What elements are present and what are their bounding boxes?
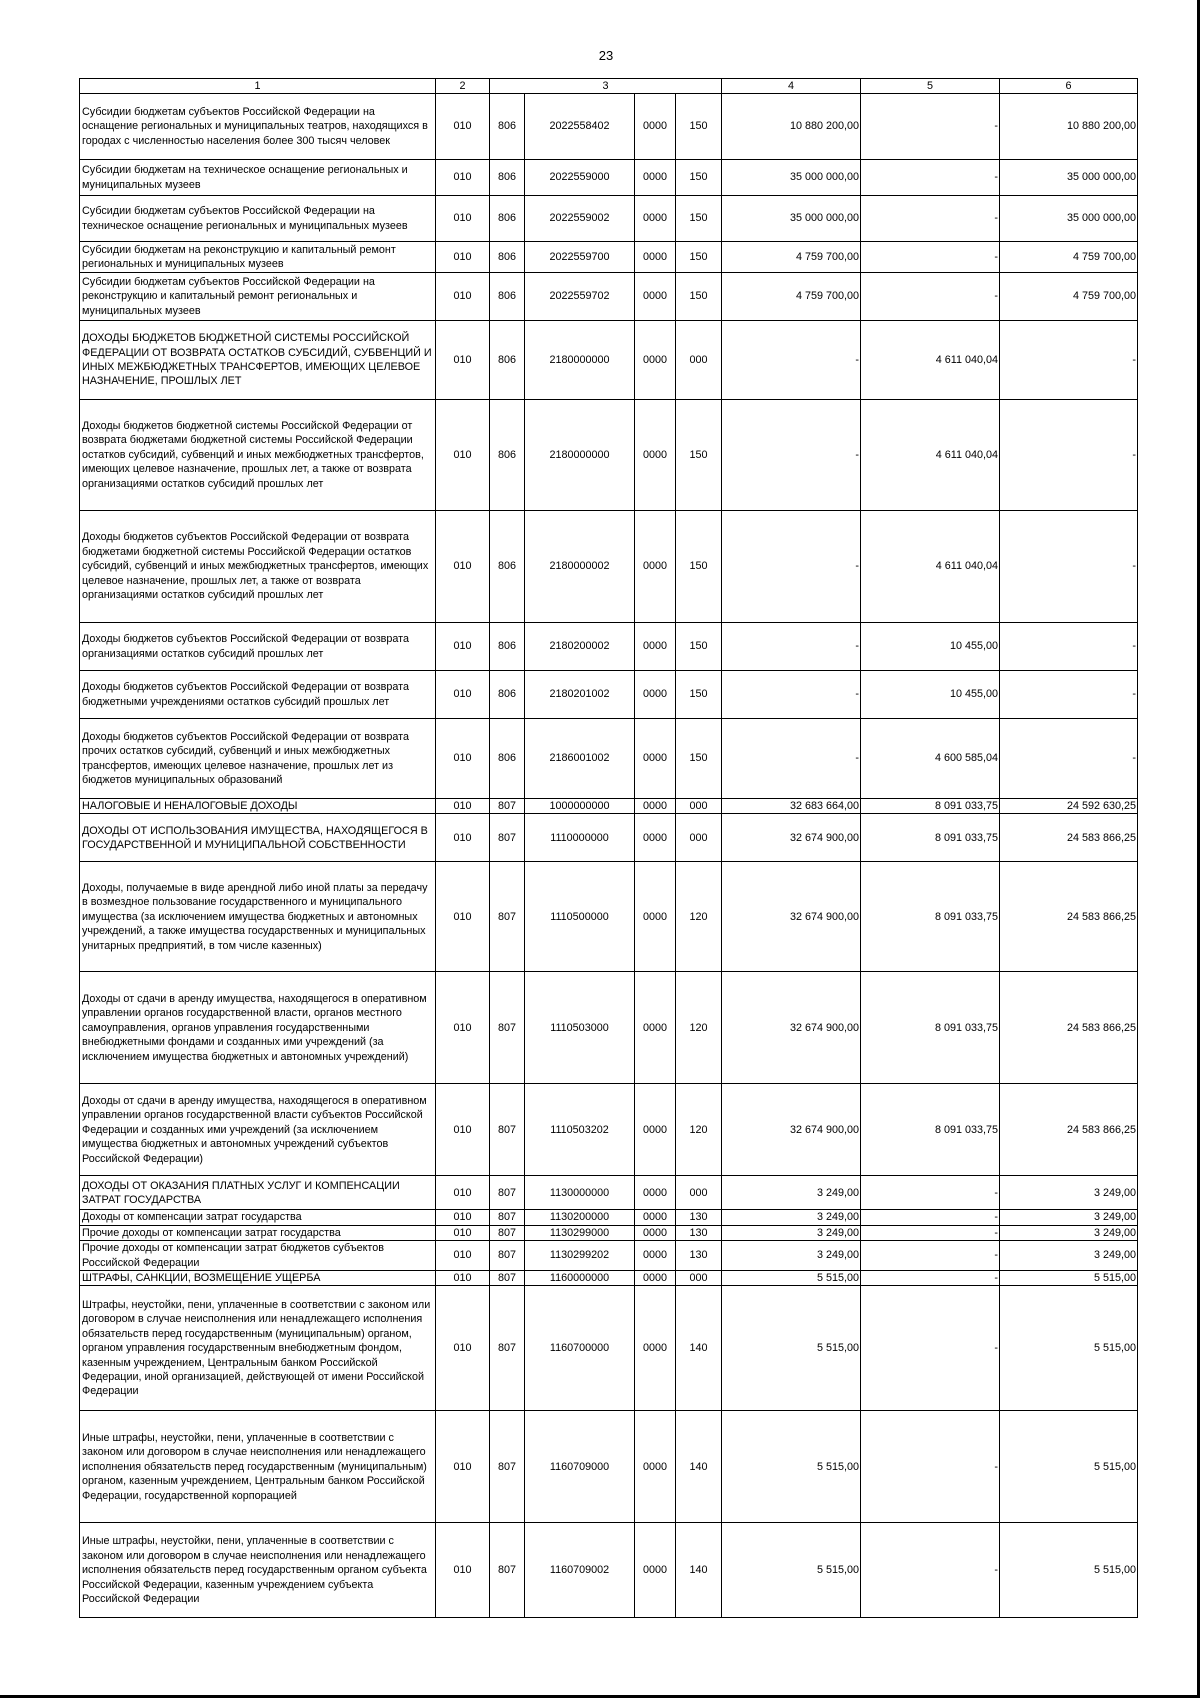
code-kbk: 1160700000	[525, 1286, 635, 1411]
code-admin: 807	[490, 1241, 525, 1271]
value-col5: -	[861, 1210, 1000, 1225]
value-col6: 24 583 866,25	[1000, 972, 1138, 1084]
code-kbk: 2022559000	[525, 160, 635, 196]
code-kbk: 1130000000	[525, 1176, 635, 1210]
value-col4: 3 249,00	[722, 1225, 861, 1240]
value-col4: 32 674 900,00	[722, 1084, 861, 1176]
row-name: Доходы, получаемые в виде арендной либо иной платы за передачу в возмездное пользование государственного и муниципального имущества (за исключением имущества бюджетных и автономных учреждений, а также имущества государственных и муниципальных унитарных предприятий, в том числе казенных)	[80, 862, 436, 972]
code-kosgu: 130	[676, 1241, 722, 1271]
code-col2: 010	[436, 321, 490, 400]
value-col4: 3 249,00	[722, 1210, 861, 1225]
code-kbk: 1130299000	[525, 1225, 635, 1240]
code-admin: 806	[490, 273, 525, 321]
value-col6: 3 249,00	[1000, 1210, 1138, 1225]
value-col5: -	[861, 1411, 1000, 1523]
value-col4: -	[722, 623, 861, 671]
value-col6: 5 515,00	[1000, 1271, 1138, 1286]
code-program: 0000	[635, 242, 676, 273]
code-admin: 807	[490, 1210, 525, 1225]
row-name: ШТРАФЫ, САНКЦИИ, ВОЗМЕЩЕНИЕ УЩЕРБА	[80, 1271, 436, 1286]
code-admin: 807	[490, 1286, 525, 1411]
table-row	[80, 972, 1138, 1084]
value-col6: 24 583 866,25	[1000, 814, 1138, 862]
value-col5: 8 091 033,75	[861, 799, 1000, 814]
code-kosgu: 120	[676, 972, 722, 1084]
value-col6: 5 515,00	[1000, 1523, 1138, 1618]
code-kbk: 2180000000	[525, 400, 635, 511]
code-kbk: 1160709002	[525, 1523, 635, 1618]
code-kbk: 2022559700	[525, 242, 635, 273]
code-kbk: 2022559002	[525, 196, 635, 242]
value-col4: 4 759 700,00	[722, 242, 861, 273]
code-kosgu: 150	[676, 273, 722, 321]
code-program: 0000	[635, 1241, 676, 1271]
value-col6: -	[1000, 400, 1138, 511]
value-col6: 3 249,00	[1000, 1176, 1138, 1210]
row-name: Доходы от сдачи в аренду имущества, находящегося в оперативном управлении органов государственной власти, органов местного самоуправления, органов управления государственными внебюджетными фондами и созданных ими учреждений (за исключением имущества бюджетных и автономных учреждений)	[80, 972, 436, 1084]
code-kbk: 1000000000	[525, 799, 635, 814]
value-col5: -	[861, 1176, 1000, 1210]
code-kosgu: 130	[676, 1210, 722, 1225]
code-program: 0000	[635, 511, 676, 623]
code-kosgu: 150	[676, 400, 722, 511]
code-program: 0000	[635, 1271, 676, 1286]
value-col5: -	[861, 1225, 1000, 1240]
table-row	[80, 160, 1138, 196]
table-row	[80, 799, 1138, 814]
code-kosgu: 140	[676, 1286, 722, 1411]
value-col4: -	[722, 321, 861, 400]
code-col2: 010	[436, 94, 490, 160]
code-program: 0000	[635, 1225, 676, 1240]
code-program: 0000	[635, 623, 676, 671]
budget-table	[79, 78, 1138, 1618]
table-row	[80, 273, 1138, 321]
code-admin: 806	[490, 671, 525, 719]
code-kosgu: 140	[676, 1411, 722, 1523]
code-col2: 010	[436, 862, 490, 972]
value-col6: -	[1000, 321, 1138, 400]
value-col4: 5 515,00	[722, 1286, 861, 1411]
code-kbk: 1110503000	[525, 972, 635, 1084]
table-row	[80, 719, 1138, 799]
code-admin: 807	[490, 1225, 525, 1240]
row-name: Доходы бюджетов субъектов Российской Федерации от возврата бюджетами бюджетной системы Российской Федерации остатков субсидий, субвенций и иных межбюджетных трансфертов, имеющих целевое назначение, прошлых лет, а также от возврата организациями остатков субсидий прошлых лет	[80, 511, 436, 623]
code-kbk: 1160709000	[525, 1411, 635, 1523]
table-row	[80, 1225, 1138, 1240]
value-col5: -	[861, 94, 1000, 160]
code-col2: 010	[436, 1286, 490, 1411]
code-col2: 010	[436, 719, 490, 799]
code-program: 0000	[635, 1084, 676, 1176]
code-admin: 807	[490, 1523, 525, 1618]
code-kosgu: 000	[676, 1271, 722, 1286]
value-col4: -	[722, 719, 861, 799]
table-row	[80, 1523, 1138, 1618]
value-col4: 32 674 900,00	[722, 862, 861, 972]
value-col6: 10 880 200,00	[1000, 94, 1138, 160]
row-name: Штрафы, неустойки, пени, уплаченные в соответствии с законом или договором в случае неисполнения или ненадлежащего исполнения обязательств перед государственным (муниципальным) органом, органом управления государственным внебюджетным фондом, казенным учреждением, Центральным банком Российской Федерации, иной организацией, действующей от имени Российской Федерации	[80, 1286, 436, 1411]
value-col6: -	[1000, 671, 1138, 719]
code-kbk: 1130299202	[525, 1241, 635, 1271]
table-row	[80, 94, 1138, 160]
code-kosgu: 150	[676, 242, 722, 273]
code-admin: 806	[490, 623, 525, 671]
code-kbk: 2180000002	[525, 511, 635, 623]
code-program: 0000	[635, 799, 676, 814]
row-name: Доходы от компенсации затрат государства	[80, 1210, 436, 1225]
code-kosgu: 000	[676, 799, 722, 814]
value-col4: 5 515,00	[722, 1271, 861, 1286]
code-col2: 010	[436, 160, 490, 196]
value-col6: 35 000 000,00	[1000, 196, 1138, 242]
value-col6: 24 583 866,25	[1000, 1084, 1138, 1176]
code-kbk: 2186001002	[525, 719, 635, 799]
row-name: Доходы от сдачи в аренду имущества, находящегося в оперативном управлении органов государственной власти субъектов Российской Федерации и созданных ими учреждений (за исключением имущества бюджетных и автономных учреждений субъектов Российской Федерации)	[80, 1084, 436, 1176]
row-name: Субсидии бюджетам субъектов Российской Федерации на реконструкцию и капитальный ремонт региональных и муниципальных музеев	[80, 273, 436, 321]
value-col4: 32 674 900,00	[722, 972, 861, 1084]
table-body	[80, 94, 1138, 1618]
value-col6: 4 759 700,00	[1000, 242, 1138, 273]
table-row	[80, 1084, 1138, 1176]
code-col2: 010	[436, 1523, 490, 1618]
value-col4: 4 759 700,00	[722, 273, 861, 321]
column-header: 6	[1000, 79, 1138, 94]
code-admin: 806	[490, 719, 525, 799]
header-row	[80, 79, 1138, 94]
row-name: НАЛОГОВЫЕ И НЕНАЛОГОВЫЕ ДОХОДЫ	[80, 799, 436, 814]
column-header: 3	[490, 79, 722, 94]
row-name: ДОХОДЫ ОТ ОКАЗАНИЯ ПЛАТНЫХ УСЛУГ И КОМПЕНСАЦИИ ЗАТРАТ ГОСУДАРСТВА	[80, 1176, 436, 1210]
code-col2: 010	[436, 1210, 490, 1225]
value-col5: 4 611 040,04	[861, 321, 1000, 400]
table-row	[80, 1411, 1138, 1523]
table-row	[80, 400, 1138, 511]
row-name: Иные штрафы, неустойки, пени, уплаченные в соответствии с законом или договором в случае неисполнения или ненадлежащего исполнения обязательств перед государственным (муниципальным) органом, казенным учреждением, Центральным банком Российской Федерации, государственной корпорацией	[80, 1411, 436, 1523]
code-col2: 010	[436, 400, 490, 511]
code-admin: 806	[490, 321, 525, 400]
row-name: Субсидии бюджетам на реконструкцию и капитальный ремонт региональных и муниципальных музеев	[80, 242, 436, 273]
code-kosgu: 120	[676, 1084, 722, 1176]
code-kosgu: 140	[676, 1523, 722, 1618]
column-header: 2	[436, 79, 490, 94]
code-kbk: 2180000000	[525, 321, 635, 400]
page-number: 23	[598, 48, 614, 63]
value-col5: 8 091 033,75	[861, 972, 1000, 1084]
code-kbk: 2022558402	[525, 94, 635, 160]
code-kbk: 2180200002	[525, 623, 635, 671]
table-row	[80, 321, 1138, 400]
value-col5: 4 600 585,04	[861, 719, 1000, 799]
code-program: 0000	[635, 196, 676, 242]
code-admin: 806	[490, 160, 525, 196]
code-program: 0000	[635, 1411, 676, 1523]
code-admin: 806	[490, 242, 525, 273]
value-col4: 32 683 664,00	[722, 799, 861, 814]
code-program: 0000	[635, 862, 676, 972]
value-col6: 35 000 000,00	[1000, 160, 1138, 196]
code-col2: 010	[436, 1411, 490, 1523]
code-kosgu: 150	[676, 719, 722, 799]
code-admin: 807	[490, 814, 525, 862]
row-name: Субсидии бюджетам субъектов Российской Федерации на оснащение региональных и муниципальных театров, находящихся в городах с численностью населения более 300 тысяч человек	[80, 94, 436, 160]
code-kbk: 1110000000	[525, 814, 635, 862]
row-name: Доходы бюджетов субъектов Российской Федерации от возврата прочих остатков субсидий, субвенций и иных межбюджетных трансфертов, имеющих целевое назначение, прошлых лет из бюджетов муниципальных образований	[80, 719, 436, 799]
table-row	[80, 196, 1138, 242]
value-col5: -	[861, 1271, 1000, 1286]
code-col2: 010	[436, 1084, 490, 1176]
value-col6: -	[1000, 623, 1138, 671]
code-admin: 807	[490, 1411, 525, 1523]
value-col4: -	[722, 400, 861, 511]
code-admin: 806	[490, 511, 525, 623]
code-program: 0000	[635, 671, 676, 719]
table-row	[80, 511, 1138, 623]
row-name: ДОХОДЫ БЮДЖЕТОВ БЮДЖЕТНОЙ СИСТЕМЫ РОССИЙСКОЙ ФЕДЕРАЦИИ ОТ ВОЗВРАТА ОСТАТКОВ СУБСИДИЙ, СУБВЕНЦИЙ И ИНЫХ МЕЖБЮДЖЕТНЫХ ТРАНСФЕРТОВ, ИМЕЮЩИХ ЦЕЛЕВОЕ НАЗНАЧЕНИЕ, ПРОШЛЫХ ЛЕТ	[80, 321, 436, 400]
value-col5: 8 091 033,75	[861, 814, 1000, 862]
code-admin: 807	[490, 972, 525, 1084]
code-program: 0000	[635, 400, 676, 511]
code-col2: 010	[436, 1271, 490, 1286]
value-col5: -	[861, 1523, 1000, 1618]
row-name: ДОХОДЫ ОТ ИСПОЛЬЗОВАНИЯ ИМУЩЕСТВА, НАХОДЯЩЕГОСЯ В ГОСУДАРСТВЕННОЙ И МУНИЦИПАЛЬНОЙ СОБСТВЕННОСТИ	[80, 814, 436, 862]
value-col5: -	[861, 273, 1000, 321]
code-admin: 807	[490, 1176, 525, 1210]
value-col5: -	[861, 196, 1000, 242]
code-kosgu: 000	[676, 321, 722, 400]
value-col6: 24 592 630,25	[1000, 799, 1138, 814]
code-col2: 010	[436, 799, 490, 814]
value-col6: 3 249,00	[1000, 1225, 1138, 1240]
value-col4: -	[722, 511, 861, 623]
code-program: 0000	[635, 814, 676, 862]
code-program: 0000	[635, 1286, 676, 1411]
code-col2: 010	[436, 511, 490, 623]
code-program: 0000	[635, 719, 676, 799]
table-row	[80, 623, 1138, 671]
value-col5: 4 611 040,04	[861, 400, 1000, 511]
row-name: Доходы бюджетов бюджетной системы Российской Федерации от возврата бюджетами бюджетной системы Российской Федерации остатков субсидий, субвенций и иных межбюджетных трансфертов, имеющих целевое назначение, прошлых лет, а также от возврата организациями остатков субсидий прошлых лет	[80, 400, 436, 511]
code-col2: 010	[436, 273, 490, 321]
code-kosgu: 150	[676, 196, 722, 242]
code-col2: 010	[436, 196, 490, 242]
value-col6: -	[1000, 511, 1138, 623]
code-program: 0000	[635, 1210, 676, 1225]
code-admin: 807	[490, 1271, 525, 1286]
code-kosgu: 150	[676, 160, 722, 196]
code-col2: 010	[436, 242, 490, 273]
code-admin: 807	[490, 1084, 525, 1176]
code-kosgu: 130	[676, 1225, 722, 1240]
code-col2: 010	[436, 671, 490, 719]
value-col4: 3 249,00	[722, 1176, 861, 1210]
value-col4: 5 515,00	[722, 1411, 861, 1523]
row-name: Иные штрафы, неустойки, пени, уплаченные в соответствии с законом или договором в случае неисполнения или ненадлежащего исполнения обязательств перед государственным органом субъекта Российской Федерации, казенным учреждением субъекта Российской Федерации	[80, 1523, 436, 1618]
row-name: Прочие доходы от компенсации затрат государства	[80, 1225, 436, 1240]
table-row	[80, 1286, 1138, 1411]
table-row	[80, 1210, 1138, 1225]
value-col4: 32 674 900,00	[722, 814, 861, 862]
value-col4: -	[722, 671, 861, 719]
code-col2: 010	[436, 1225, 490, 1240]
value-col4: 35 000 000,00	[722, 196, 861, 242]
table-row	[80, 671, 1138, 719]
table-row	[80, 242, 1138, 273]
code-kbk: 1110503202	[525, 1084, 635, 1176]
table-row	[80, 1176, 1138, 1210]
code-col2: 010	[436, 1176, 490, 1210]
value-col6: 5 515,00	[1000, 1411, 1138, 1523]
row-name: Субсидии бюджетам субъектов Российской Федерации на техническое оснащение региональных и муниципальных музеев	[80, 196, 436, 242]
value-col6: 3 249,00	[1000, 1241, 1138, 1271]
code-admin: 806	[490, 94, 525, 160]
code-kbk: 1130200000	[525, 1210, 635, 1225]
code-kosgu: 120	[676, 862, 722, 972]
code-col2: 010	[436, 1241, 490, 1271]
code-kbk: 2022559702	[525, 273, 635, 321]
value-col5: -	[861, 160, 1000, 196]
table-row	[80, 1241, 1138, 1271]
code-program: 0000	[635, 160, 676, 196]
row-name: Доходы бюджетов субъектов Российской Федерации от возврата организациями остатков субсидий прошлых лет	[80, 623, 436, 671]
value-col6: 5 515,00	[1000, 1286, 1138, 1411]
value-col5: 10 455,00	[861, 623, 1000, 671]
code-program: 0000	[635, 1523, 676, 1618]
code-kosgu: 150	[676, 671, 722, 719]
row-name: Субсидии бюджетам на техническое оснащение региональных и муниципальных музеев	[80, 160, 436, 196]
row-name: Прочие доходы от компенсации затрат бюджетов субъектов Российской Федерации	[80, 1241, 436, 1271]
code-kosgu: 150	[676, 623, 722, 671]
column-header: 4	[722, 79, 861, 94]
code-program: 0000	[635, 273, 676, 321]
code-program: 0000	[635, 1176, 676, 1210]
code-admin: 806	[490, 400, 525, 511]
code-program: 0000	[635, 321, 676, 400]
code-program: 0000	[635, 94, 676, 160]
value-col4: 5 515,00	[722, 1523, 861, 1618]
code-admin: 807	[490, 862, 525, 972]
value-col5: 4 611 040,04	[861, 511, 1000, 623]
value-col5: 10 455,00	[861, 671, 1000, 719]
code-col2: 010	[436, 623, 490, 671]
code-kosgu: 150	[676, 511, 722, 623]
row-name: Доходы бюджетов субъектов Российской Федерации от возврата бюджетными учреждениями остатков субсидий прошлых лет	[80, 671, 436, 719]
value-col6: 24 583 866,25	[1000, 862, 1138, 972]
value-col4: 35 000 000,00	[722, 160, 861, 196]
value-col5: -	[861, 1241, 1000, 1271]
code-kbk: 2180201002	[525, 671, 635, 719]
column-header: 1	[80, 79, 436, 94]
value-col6: 4 759 700,00	[1000, 273, 1138, 321]
value-col5: -	[861, 242, 1000, 273]
column-header: 5	[861, 79, 1000, 94]
value-col4: 10 880 200,00	[722, 94, 861, 160]
value-col5: -	[861, 1286, 1000, 1411]
table-row	[80, 814, 1138, 862]
code-col2: 010	[436, 972, 490, 1084]
value-col5: 8 091 033,75	[861, 862, 1000, 972]
value-col6: -	[1000, 719, 1138, 799]
table-row	[80, 862, 1138, 972]
value-col4: 3 249,00	[722, 1241, 861, 1271]
code-program: 0000	[635, 972, 676, 1084]
code-col2: 010	[436, 814, 490, 862]
code-kbk: 1160000000	[525, 1271, 635, 1286]
table-row	[80, 1271, 1138, 1286]
value-col5: 8 091 033,75	[861, 1084, 1000, 1176]
code-kosgu: 150	[676, 94, 722, 160]
code-kosgu: 000	[676, 814, 722, 862]
code-admin: 807	[490, 799, 525, 814]
code-kosgu: 000	[676, 1176, 722, 1210]
code-admin: 806	[490, 196, 525, 242]
code-kbk: 1110500000	[525, 862, 635, 972]
